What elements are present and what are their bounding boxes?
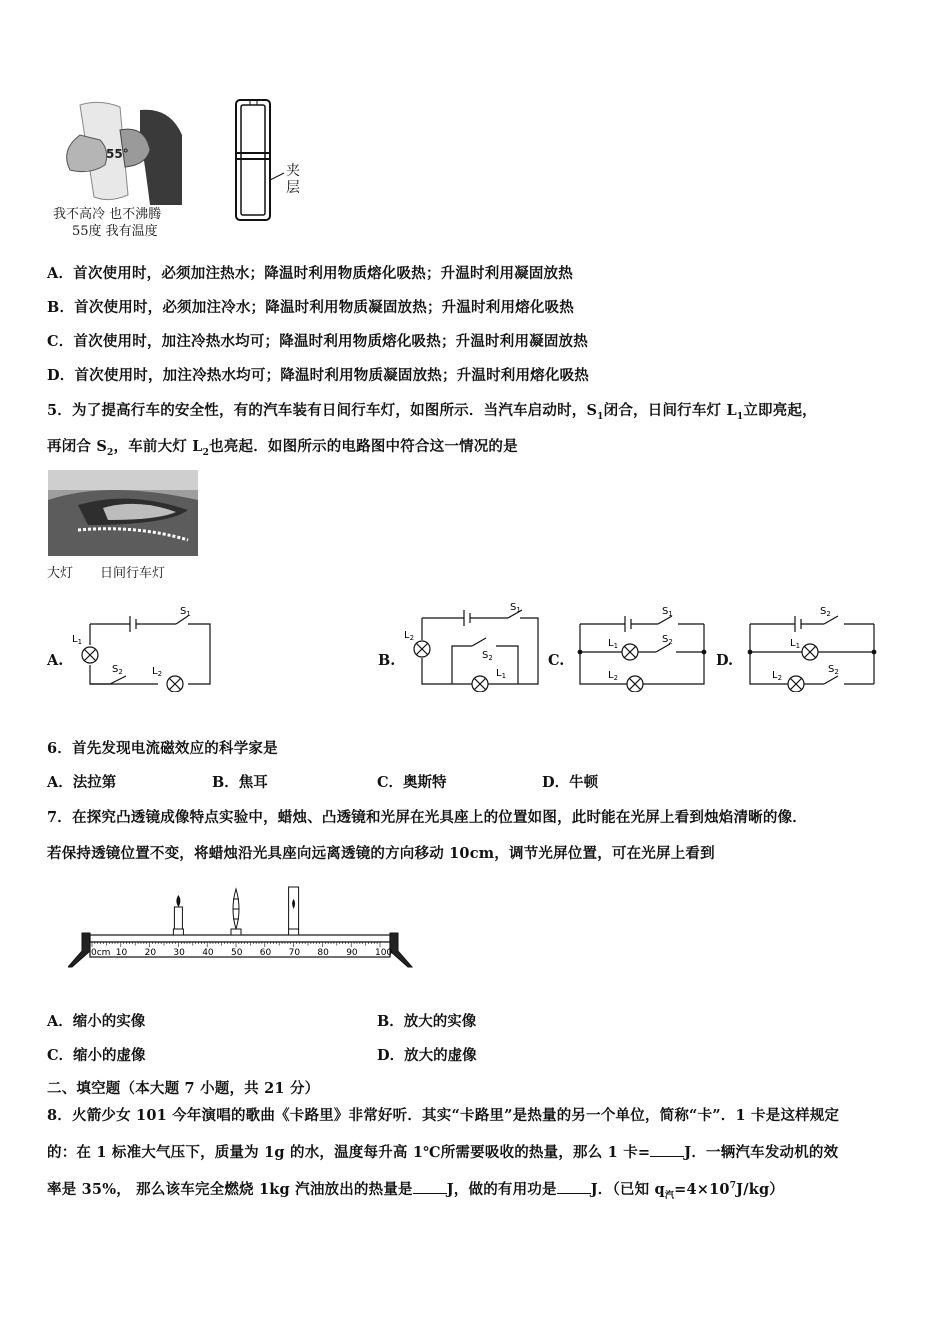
answer-blank-3[interactable] bbox=[557, 1181, 591, 1194]
svg-text:L2: $L_2$ bbox=[772, 670, 783, 682]
svg-text:S1: $S_1$ bbox=[180, 606, 191, 618]
q6-option-b: B．焦耳 bbox=[212, 774, 268, 791]
label-char2: 层 bbox=[286, 180, 300, 196]
circuit-a bbox=[70, 600, 215, 692]
caption-line1: 我不高冷 也不沸腾 bbox=[53, 207, 162, 222]
circuit-b bbox=[400, 600, 545, 692]
svg-text:S2: $S_2$ bbox=[820, 606, 831, 618]
ruler-tick-label: 10 bbox=[115, 948, 128, 958]
ruler-tick-label: 30 bbox=[173, 948, 185, 958]
q7-option-d: D．放大的虚像 bbox=[377, 1047, 477, 1064]
car-photo bbox=[48, 470, 198, 556]
svg-text:L2: $L_2$ bbox=[608, 670, 619, 682]
label-char1: 夹 bbox=[286, 163, 300, 179]
svg-text:S2: $S_2$ bbox=[482, 650, 493, 662]
convex-lens bbox=[231, 889, 241, 935]
circuit-c bbox=[570, 600, 710, 692]
q4-option-b: B．首次使用时，必须加注冷水；降温时利用物质凝固放热；升温时利用熔化吸热 bbox=[47, 299, 574, 316]
ruler-tick-label: 50 bbox=[231, 948, 243, 958]
q6-option-a: A．法拉第 bbox=[47, 774, 117, 791]
section2-heading: 二、填空题（本大题 7 小题，共 21 分） bbox=[47, 1080, 320, 1097]
svg-text:S2: $S_2$ bbox=[662, 634, 673, 646]
optical-bench bbox=[68, 885, 413, 970]
q6-question: 6．首先发现电流磁效应的科学家是 bbox=[47, 740, 278, 757]
candle bbox=[173, 895, 183, 935]
svg-text:L1: $L_1$ bbox=[72, 634, 83, 646]
q7-question-line1: 7．在探究凸透镜成像特点实验中，蜡烛、凸透镜和光屏在光具座上的位置如图，此时能在光屏上看到烛焰清晰的像． bbox=[47, 809, 807, 826]
q8-line2: 的：在 1 标准大气压下，质量为 1g 的水，温度每升高 1℃所需要吸收的热量，那么 1 卡= J．一辆汽车发动机的效 bbox=[47, 1144, 839, 1161]
q5-option-c-label: C. bbox=[548, 652, 565, 669]
q4-option-d: D．首次使用时，加注冷热水均可；降温时利用物质凝固放热；升温时利用熔化吸热 bbox=[47, 367, 589, 384]
ruler-tick-label: 0cm bbox=[91, 948, 111, 958]
caption-line2: 55度 我有温度 bbox=[72, 224, 158, 239]
svg-text:L1: $L_1$ bbox=[790, 638, 801, 650]
ruler-tick-label: 100 bbox=[375, 948, 393, 958]
q7-question-line2: 若保持透镜位置不变，将蜡烛沿光具座向远离透镜的方向移动 10cm，调节光屏位置，可在光屏上看到 bbox=[47, 845, 715, 862]
q5-question-line1: 5．为了提高行车的安全性，有的汽车装有日间行车灯，如图所示．当汽车启动时，$S_1$闭合，日间行车灯 $L_1$立即亮起， bbox=[47, 402, 817, 422]
svg-text:L2: $L_2$ bbox=[404, 630, 415, 642]
ruler-tick-label: 90 bbox=[346, 948, 358, 958]
q4-option-c: C．首次使用时，加注冷热水均可；降温时利用物质熔化吸热；升温时利用凝固放热 bbox=[47, 333, 588, 350]
q8-line3: 率是 35%， 那么该车完全燃烧 1kg 汽油放出的热量是 J，做的有用功是 J．（已知 $q_汽=4\times 10^7J/kg$） bbox=[47, 1181, 784, 1201]
photo-label-big-light: 大灯 bbox=[47, 566, 74, 581]
q5-option-b-label: B. bbox=[378, 652, 396, 669]
q7-option-c: C．缩小的虚像 bbox=[47, 1047, 146, 1064]
q6-option-c: C．奥斯特 bbox=[377, 774, 447, 791]
svg-text:L1: $L_1$ bbox=[608, 638, 619, 650]
q5-option-a-label: A. bbox=[47, 652, 64, 669]
circuit-d bbox=[740, 600, 880, 692]
svg-text:S2: $S_2$ bbox=[828, 664, 839, 676]
q5-option-d-label: D. bbox=[716, 652, 734, 669]
svg-text:S1: $S_1$ bbox=[662, 606, 673, 618]
q4-option-a: A．首次使用时，必须加注热水；降温时利用物质熔化吸热；升温时利用凝固放热 bbox=[47, 265, 573, 282]
ruler-tick-label: 80 bbox=[317, 948, 329, 958]
q4-figure bbox=[50, 95, 320, 240]
q8-line1: 8．火箭少女 101 今年演唱的歌曲《卡路里》非常好听．其实“卡路里”是热量的另一个单位，简称“卡”．1 卡是这样规定 bbox=[47, 1107, 840, 1124]
q6-option-d: D．牛顿 bbox=[542, 774, 599, 791]
svg-text:S2: $S_2$ bbox=[112, 664, 123, 676]
ruler-tick-label: 20 bbox=[144, 948, 157, 958]
svg-text:L2: $L_2$ bbox=[152, 666, 163, 678]
svg-text:L1: $L_1$ bbox=[496, 668, 507, 680]
ruler-tick-label: 70 bbox=[288, 948, 301, 958]
ruler-tick-label: 60 bbox=[259, 948, 272, 958]
badge-text: 55° bbox=[106, 147, 129, 161]
q5-question-line2: 再闭合 $S_2$，车前大灯 $L_2$也亮起．如图所示的电路图中符合这一情况的是 bbox=[47, 438, 518, 458]
q7-option-b: B．放大的实像 bbox=[377, 1013, 477, 1030]
answer-blank-2[interactable] bbox=[413, 1181, 447, 1194]
photo-label-day-light: 日间行车灯 bbox=[100, 566, 166, 581]
answer-blank-1[interactable] bbox=[650, 1144, 684, 1157]
light-screen bbox=[289, 887, 299, 935]
svg-text:S1: $S_1$ bbox=[510, 602, 521, 614]
ruler-tick-label: 40 bbox=[202, 948, 214, 958]
q7-option-a: A．缩小的实像 bbox=[47, 1013, 146, 1030]
